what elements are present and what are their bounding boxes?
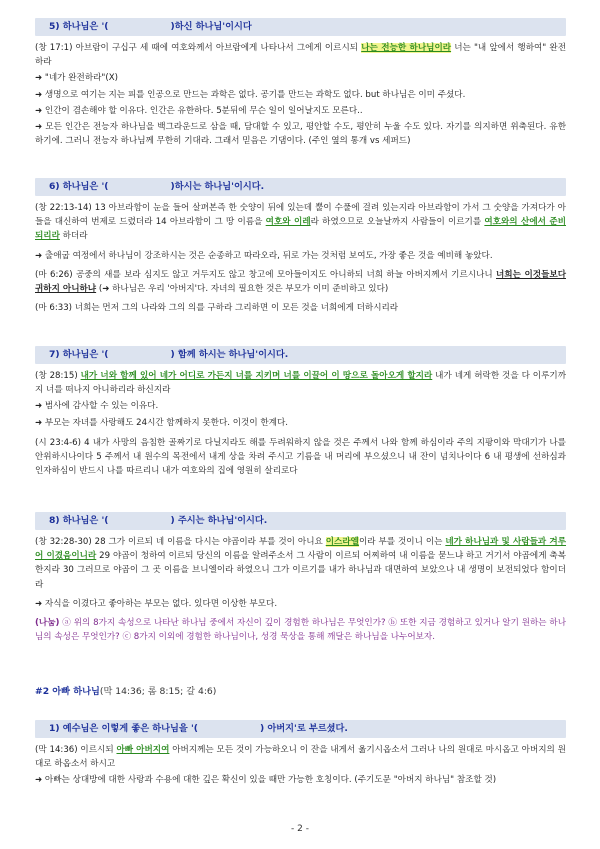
section-2-1-heading xyxy=(35,720,566,738)
verse-psa-23-4: (시 23:4-6) 4 내가 사망의 음침한 골짜기로 다닐지라도 해를 두려워하지 않을 것은 주께서 나와 함께 하심이라 주의 지팡이와 막대기가 나를 안위하시나이다 5 주께서 내 원수의 목전에서 내게 상을 차려 주시고 기름을 내 머리에 부으셨으니 내 잔이 넘치나이다 6 내 평생에 선하심과 인자하심이 반드시 나를 따르리니 내가 여호와의 집에 영원히 살리로다 xyxy=(35,437,566,477)
highlighted-phrase: 여호와 이레 xyxy=(265,217,311,228)
heading-text: )하신 하나님'이시다 xyxy=(170,21,252,32)
heading-text: 7) 하나님은 '( xyxy=(49,349,109,360)
heading-text: 1) 예수님은 이렇게 좋은 하나님을 '( xyxy=(49,723,198,734)
bullet: ➜ 출애굽 여정에서 하나님이 강조하시는 것은 순종하고 따라오라, 뒤로 가는 것처럼 보여도, 가장 좋은 것을 예비해 놓았다. xyxy=(35,250,493,261)
heading-text: ) 함께 하시는 하나님'이시다. xyxy=(170,349,289,360)
chapter-refs: (막 14:36; 롬 8:15; 갈 4:6) xyxy=(99,686,217,697)
bullet: ➜ 생명으로 여기는 지는 피를 인공으로 만드는 과학은 없다. 공기를 만드는 과학도 없다. but 하나님은 이미 주셨다. xyxy=(35,89,466,100)
bullet: ➜ "네가 완전하라"(X) xyxy=(35,73,118,84)
heading-text: )하시는 하나님'이시다. xyxy=(170,181,265,192)
bullet: ➜ 부모는 자녀를 사랑해도 24시간 함께하지 못한다. 이것이 한계다. xyxy=(35,417,288,428)
verse-mat-6-26: (마 6:26) 공중의 새를 보라 심지도 않고 거두지도 않고 창고에 모아들이지도 아니하되 너희 하늘 아버지께서 기르시나니 너희는 이것들보다 귀하지 아니하냐 (➜ 하나님은 우리 '아버지'다. 자녀의 필요한 것은 부모가 이미 준비하고 있다) xyxy=(35,269,566,295)
section-5-heading xyxy=(35,18,566,36)
section-2-1 xyxy=(35,720,566,788)
highlighted-phrase: 내가 너와 함께 있어 네가 어디로 가든지 너를 지키며 너를 이끌어 이 땅으로 돌아오게 할지라 xyxy=(80,371,433,381)
underlined-phrase: 너희는 이것들보다 귀하지 아니하냐 xyxy=(35,269,566,295)
section-8-heading xyxy=(35,512,566,530)
section-8 xyxy=(35,512,566,644)
section-6 xyxy=(35,178,566,315)
verse-gen-32-28: (창 32:28-30) 28 그가 이르되 네 이름을 다시는 야곱이라 부를 것이 아니요 이스라엘이라 부를 것이니 이는 네가 하나님과 및 사람들과 겨루어 이겼음이니라 29 야곱이 청하여 이르되 당신의 이름을 알려주소서 그 사람이 이르되 어찌하여 내 이름을 묻느냐 하고 거기서 야곱에게 축복한지라 30 그러므로 야곱이 그 곳 이름을 브니엘이라 하였으니 그가 이르기를 내가 하나님과 대면하여 보았으나 내 생명이 보전되었다 함이더라 xyxy=(35,537,567,590)
highlighted-phrase: 아빠 아버지여 xyxy=(116,745,170,755)
verse-gen-28-15: (창 28:15) 내가 너와 함께 있어 네가 어디로 가든지 너를 지키며 너를 이끌어 이 땅으로 돌아오게 할지라 내가 네게 허락한 것을 다 이루기까지 너를 떠나지 아니하리라 하신지라 xyxy=(35,371,566,396)
section-7 xyxy=(35,346,566,478)
section-6-heading xyxy=(35,178,566,196)
section-7-heading xyxy=(35,346,566,364)
page-number: - 2 - xyxy=(291,824,309,834)
share-question: (나눔) ⓐ 위의 8가지 속성으로 나타난 하나님 중에서 자신이 깊이 경험한 하나님은 무엇인가? ⓑ 또한 지금 경험하고 있거나 알기 원하는 하나님의 속성은 무엇인가? ⓒ 8가지 이외에 경험한 하나님이나, 성경 묵상을 통해 깨달은 하나님을 나누어보자. xyxy=(35,618,566,643)
verse-mat-6-33: (마 6:33) 너희는 먼저 그의 나라와 그의 의를 구하라 그리하면 이 모든 것을 너희에게 더하시리라 xyxy=(35,303,399,314)
heading-text: 6) 하나님은 '( xyxy=(49,181,109,192)
chapter-2-title xyxy=(35,685,216,699)
highlighted-phrase: 여호와의 산에서 준비되리라 xyxy=(35,217,567,242)
heading-text: 8) 하나님은 '( xyxy=(49,515,109,526)
highlighted-phrase: 나는 전능한 하나님이라 xyxy=(361,43,452,53)
bullet: ➜ 인간이 겸손해야 할 이유다. 인간은 유한하다. 5분뒤에 무슨 일이 일어날지도 모른다.. xyxy=(35,105,363,116)
verse-gen-22-13: (창 22:13-14) 13 아브라함이 눈을 들어 살펴본즉 한 숫양이 뒤에 있는데 뿔이 수풀에 걸려 있는지라 아브라함이 가서 그 숫양을 가져다가 아들을 대신하여 번제로 드렸더라 14 아브라함이 그 땅 이름을 여호와 이레라 하였으므로 오늘날까지 사람들이 이르기를 여호와의 산에서 준비되리라 하더라 xyxy=(35,203,567,242)
bullet: ➜ 자식을 이겼다고 좋아하는 부모는 없다. 있다면 이상한 부모다. xyxy=(35,598,278,609)
heading-text: 5) 하나님은 '( xyxy=(49,21,109,32)
highlighted-phrase: 이스라엘 xyxy=(325,537,359,547)
bullet: ➜ 모든 인간은 전능자 하나님을 백그라운드로 삼을 때, 담대할 수 있고, 평안할 수도, 평안히 누울 수도 있다. 자기를 의지하면 위축된다. 유한하기에. 그러니 전능자 하나님께 무한히 기대라. 그래서 믿음은 기댐이다. (주인 옆의 통개 vs 세퍼드) xyxy=(35,122,566,147)
chapter-title: #2 아빠 하나님 xyxy=(35,686,100,697)
bullet: ➜ 아빠는 상대방에 대한 사랑과 수용에 대한 깊은 확신이 있을 때만 가능한 호칭이다. (주기도문 "아버지 하나님" 참조할 것) xyxy=(35,775,497,786)
share-label: (나눔) xyxy=(35,618,60,629)
heading-text: ) 아버지'로 부르셨다. xyxy=(259,723,348,734)
verse-gen-17-1: (창 17:1) 아브람이 구십구 세 때에 여호와께서 아브람에게 나타나서 그에게 이르시되 나는 전능한 하나님이라 너는 "내 앞에서 행하여" 완전하라 xyxy=(35,43,566,68)
heading-text: ) 주시는 하나님'이시다. xyxy=(170,515,268,526)
bullet: ➜ 범사에 감사할 수 있는 이유다. xyxy=(35,401,159,412)
highlighted-phrase: 네가 하나님과 및 사람들과 겨루어 이겼음이니라 xyxy=(35,537,567,562)
section-5 xyxy=(35,18,566,148)
verse-mark-14-36: (막 14:36) 이르시되 아빠 아버지여 아버지께는 모든 것이 가능하오니 이 잔을 내게서 옮기시옵소서 그러나 나의 원대로 마시옵고 아버지의 원대로 하옵소서 하시고 xyxy=(35,745,566,770)
